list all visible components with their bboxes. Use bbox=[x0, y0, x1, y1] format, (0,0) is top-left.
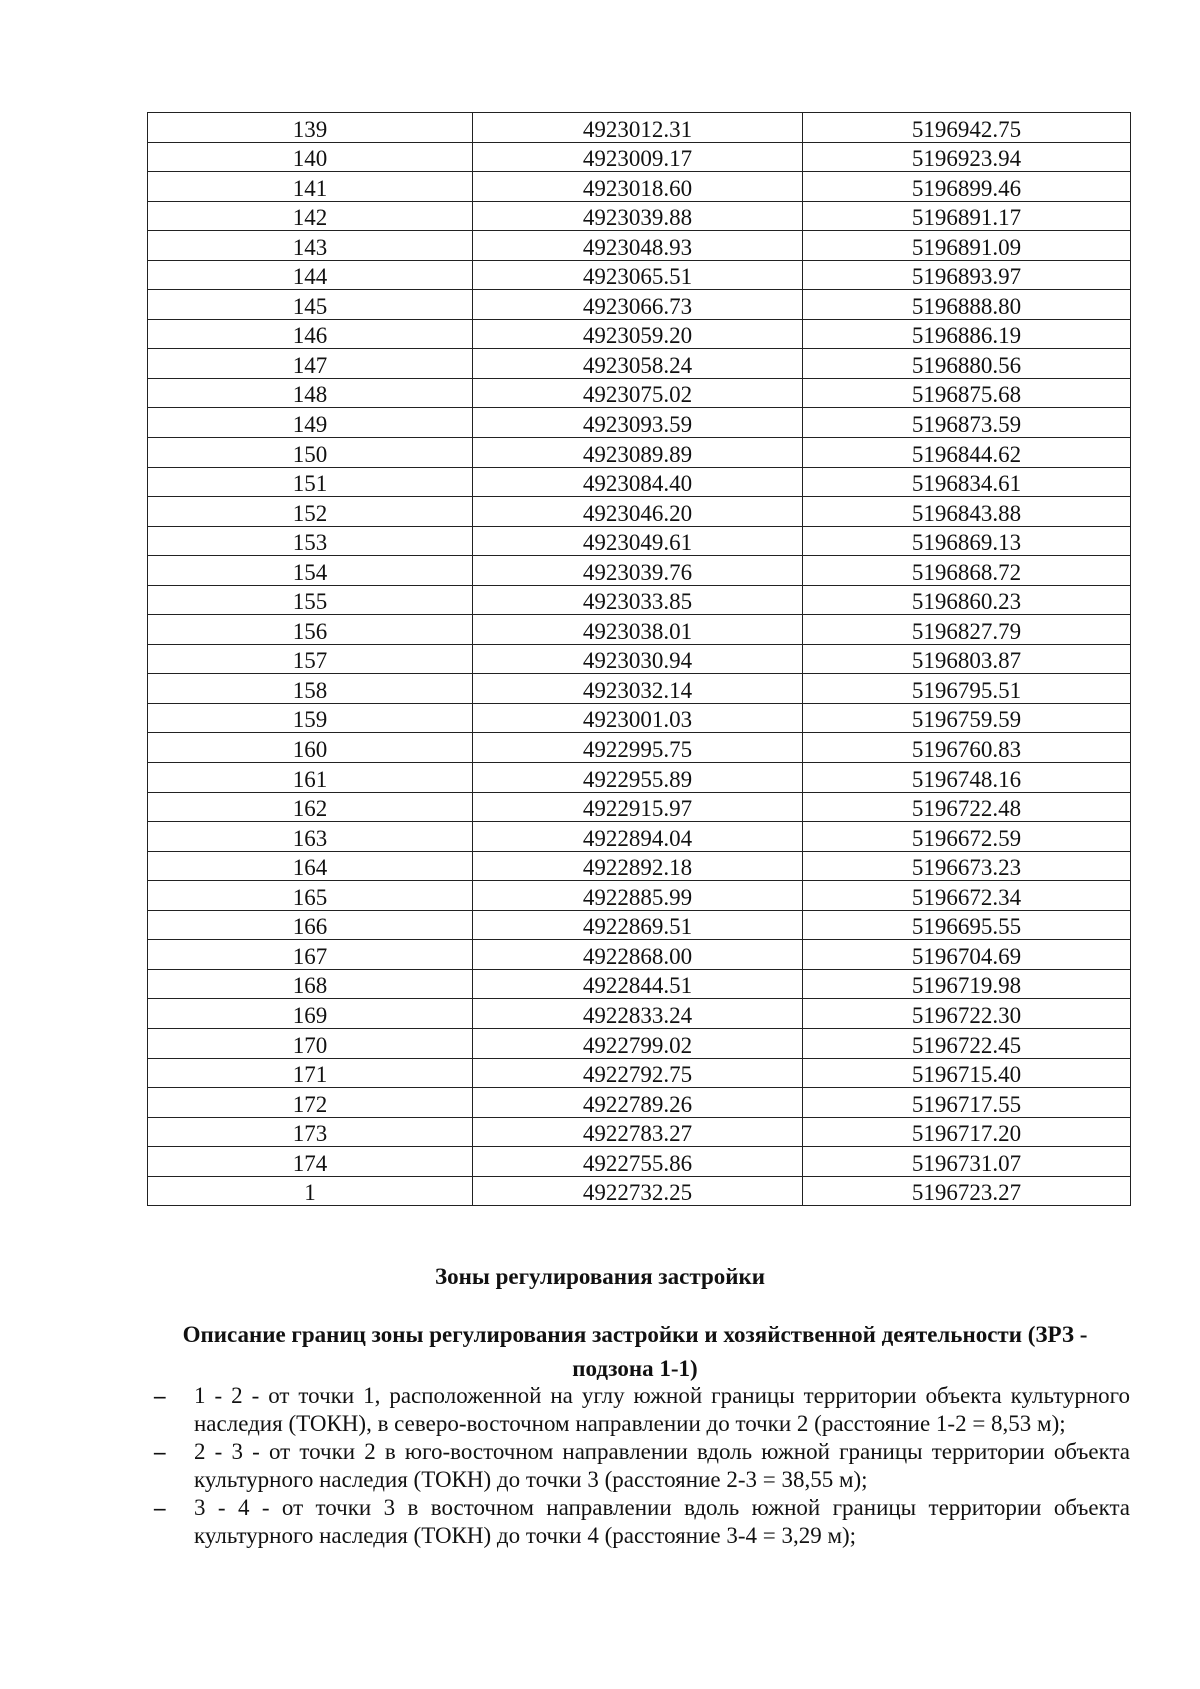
point-number-cell: 173 bbox=[148, 1117, 473, 1147]
table-row bbox=[148, 1147, 1131, 1177]
point-number-cell: 145 bbox=[148, 290, 473, 320]
x-coordinate-cell: 4922732.25 bbox=[473, 1176, 803, 1206]
point-number-cell: 161 bbox=[148, 763, 473, 793]
y-coordinate-cell: 5196717.20 bbox=[803, 1117, 1131, 1147]
point-number-cell: 169 bbox=[148, 999, 473, 1029]
x-coordinate-cell: 4922892.18 bbox=[473, 851, 803, 881]
table-row bbox=[148, 792, 1131, 822]
table-row bbox=[148, 231, 1131, 261]
y-coordinate-cell: 5196717.55 bbox=[803, 1088, 1131, 1118]
table-row bbox=[148, 703, 1131, 733]
table-row bbox=[148, 172, 1131, 202]
y-coordinate-cell: 5196672.59 bbox=[803, 822, 1131, 852]
y-coordinate-cell: 5196722.30 bbox=[803, 999, 1131, 1029]
x-coordinate-cell: 4922955.89 bbox=[473, 763, 803, 793]
y-coordinate-cell: 5196891.09 bbox=[803, 231, 1131, 261]
description-title: Описание границ зоны регулирования застройки и хозяйственной деятельности (ЗРЗ - подзона 1-1) bbox=[182, 1322, 1088, 1381]
x-coordinate-cell: 4922868.00 bbox=[473, 940, 803, 970]
x-coordinate-cell: 4923065.51 bbox=[473, 260, 803, 290]
x-coordinate-cell: 4922783.27 bbox=[473, 1117, 803, 1147]
table-row bbox=[148, 142, 1131, 172]
x-coordinate-cell: 4923066.73 bbox=[473, 290, 803, 320]
coordinates-table bbox=[147, 112, 1131, 1206]
x-coordinate-cell: 4922789.26 bbox=[473, 1088, 803, 1118]
y-coordinate-cell: 5196748.16 bbox=[803, 763, 1131, 793]
boundary-description-list bbox=[150, 1382, 1130, 1550]
point-number-cell: 154 bbox=[148, 556, 473, 586]
table-row bbox=[148, 319, 1131, 349]
x-coordinate-cell: 4922755.86 bbox=[473, 1147, 803, 1177]
x-coordinate-cell: 4923039.88 bbox=[473, 201, 803, 231]
x-coordinate-cell: 4923089.89 bbox=[473, 438, 803, 468]
y-coordinate-cell: 5196843.88 bbox=[803, 497, 1131, 527]
table-row bbox=[148, 290, 1131, 320]
table-row bbox=[148, 910, 1131, 940]
point-number-cell: 143 bbox=[148, 231, 473, 261]
point-number-cell: 149 bbox=[148, 408, 473, 438]
y-coordinate-cell: 5196888.80 bbox=[803, 290, 1131, 320]
point-number-cell: 158 bbox=[148, 674, 473, 704]
table-row bbox=[148, 497, 1131, 527]
x-coordinate-cell: 4923018.60 bbox=[473, 172, 803, 202]
point-number-cell: 156 bbox=[148, 615, 473, 645]
y-coordinate-cell: 5196695.55 bbox=[803, 910, 1131, 940]
bullet-dash: – bbox=[154, 1439, 166, 1464]
x-coordinate-cell: 4923059.20 bbox=[473, 319, 803, 349]
table-row bbox=[148, 349, 1131, 379]
list-item-text: 1 - 2 - от точки 1, расположенной на углу южной границы территории объекта культурного наследия (ТОКН), в северо-восточном направлении до точки 2 (расстояние 1-2 = 8,53 м); bbox=[194, 1383, 1130, 1436]
point-number-cell: 165 bbox=[148, 881, 473, 911]
point-number-cell: 167 bbox=[148, 940, 473, 970]
x-coordinate-cell: 4922833.24 bbox=[473, 999, 803, 1029]
y-coordinate-cell: 5196844.62 bbox=[803, 438, 1131, 468]
list-item bbox=[150, 1438, 1130, 1493]
section-title: Зоны регулирования застройки bbox=[434, 1264, 766, 1289]
y-coordinate-cell: 5196672.34 bbox=[803, 881, 1131, 911]
x-coordinate-cell: 4923009.17 bbox=[473, 142, 803, 172]
y-coordinate-cell: 5196827.79 bbox=[803, 615, 1131, 645]
table-row bbox=[148, 113, 1131, 143]
y-coordinate-cell: 5196722.45 bbox=[803, 1028, 1131, 1058]
point-number-cell: 160 bbox=[148, 733, 473, 763]
point-number-cell: 139 bbox=[148, 113, 473, 143]
y-coordinate-cell: 5196673.23 bbox=[803, 851, 1131, 881]
table-row bbox=[148, 940, 1131, 970]
y-coordinate-cell: 5196722.48 bbox=[803, 792, 1131, 822]
y-coordinate-cell: 5196860.23 bbox=[803, 585, 1131, 615]
x-coordinate-cell: 4922885.99 bbox=[473, 881, 803, 911]
point-number-cell: 162 bbox=[148, 792, 473, 822]
x-coordinate-cell: 4923049.61 bbox=[473, 526, 803, 556]
table-row bbox=[148, 674, 1131, 704]
y-coordinate-cell: 5196923.94 bbox=[803, 142, 1131, 172]
point-number-cell: 146 bbox=[148, 319, 473, 349]
point-number-cell: 141 bbox=[148, 172, 473, 202]
x-coordinate-cell: 4922915.97 bbox=[473, 792, 803, 822]
table-row bbox=[148, 1088, 1131, 1118]
x-coordinate-cell: 4922799.02 bbox=[473, 1028, 803, 1058]
y-coordinate-cell: 5196834.61 bbox=[803, 467, 1131, 497]
y-coordinate-cell: 5196704.69 bbox=[803, 940, 1131, 970]
point-number-cell: 1 bbox=[148, 1176, 473, 1206]
x-coordinate-cell: 4922995.75 bbox=[473, 733, 803, 763]
point-number-cell: 157 bbox=[148, 644, 473, 674]
x-coordinate-cell: 4923012.31 bbox=[473, 113, 803, 143]
x-coordinate-cell: 4923093.59 bbox=[473, 408, 803, 438]
x-coordinate-cell: 4923039.76 bbox=[473, 556, 803, 586]
table-row bbox=[148, 615, 1131, 645]
table-row bbox=[148, 644, 1131, 674]
y-coordinate-cell: 5196899.46 bbox=[803, 172, 1131, 202]
y-coordinate-cell: 5196869.13 bbox=[803, 526, 1131, 556]
x-coordinate-cell: 4922869.51 bbox=[473, 910, 803, 940]
y-coordinate-cell: 5196760.83 bbox=[803, 733, 1131, 763]
x-coordinate-cell: 4922844.51 bbox=[473, 969, 803, 999]
x-coordinate-cell: 4923033.85 bbox=[473, 585, 803, 615]
y-coordinate-cell: 5196875.68 bbox=[803, 378, 1131, 408]
table-row bbox=[148, 556, 1131, 586]
y-coordinate-cell: 5196803.87 bbox=[803, 644, 1131, 674]
point-number-cell: 144 bbox=[148, 260, 473, 290]
y-coordinate-cell: 5196759.59 bbox=[803, 703, 1131, 733]
x-coordinate-cell: 4922894.04 bbox=[473, 822, 803, 852]
list-item bbox=[150, 1494, 1130, 1549]
y-coordinate-cell: 5196873.59 bbox=[803, 408, 1131, 438]
y-coordinate-cell: 5196893.97 bbox=[803, 260, 1131, 290]
table-row bbox=[148, 763, 1131, 793]
x-coordinate-cell: 4923048.93 bbox=[473, 231, 803, 261]
table-row bbox=[148, 969, 1131, 999]
x-coordinate-cell: 4923075.02 bbox=[473, 378, 803, 408]
y-coordinate-cell: 5196891.17 bbox=[803, 201, 1131, 231]
point-number-cell: 147 bbox=[148, 349, 473, 379]
table-row bbox=[148, 201, 1131, 231]
coordinates-table-body bbox=[148, 113, 1131, 1206]
table-row bbox=[148, 526, 1131, 556]
point-number-cell: 159 bbox=[148, 703, 473, 733]
x-coordinate-cell: 4923058.24 bbox=[473, 349, 803, 379]
table-row bbox=[148, 999, 1131, 1029]
table-row bbox=[148, 881, 1131, 911]
list-item-text: 2 - 3 - от точки 2 в юго-восточном направлении вдоль южной границы территории объекта культурного наследия (ТОКН) до точки 3 (расстояние 2-3 = 38,55 м); bbox=[194, 1439, 1130, 1492]
point-number-cell: 170 bbox=[148, 1028, 473, 1058]
y-coordinate-cell: 5196868.72 bbox=[803, 556, 1131, 586]
bullet-dash: – bbox=[154, 1383, 166, 1408]
point-number-cell: 148 bbox=[148, 378, 473, 408]
table-row bbox=[148, 1058, 1131, 1088]
y-coordinate-cell: 5196880.56 bbox=[803, 349, 1131, 379]
point-number-cell: 150 bbox=[148, 438, 473, 468]
x-coordinate-cell: 4923038.01 bbox=[473, 615, 803, 645]
point-number-cell: 163 bbox=[148, 822, 473, 852]
table-row bbox=[148, 1176, 1131, 1206]
point-number-cell: 153 bbox=[148, 526, 473, 556]
table-row bbox=[148, 467, 1131, 497]
y-coordinate-cell: 5196723.27 bbox=[803, 1176, 1131, 1206]
point-number-cell: 142 bbox=[148, 201, 473, 231]
point-number-cell: 172 bbox=[148, 1088, 473, 1118]
y-coordinate-cell: 5196731.07 bbox=[803, 1147, 1131, 1177]
y-coordinate-cell: 5196886.19 bbox=[803, 319, 1131, 349]
x-coordinate-cell: 4923032.14 bbox=[473, 674, 803, 704]
y-coordinate-cell: 5196719.98 bbox=[803, 969, 1131, 999]
point-number-cell: 155 bbox=[148, 585, 473, 615]
x-coordinate-cell: 4923001.03 bbox=[473, 703, 803, 733]
table-row bbox=[148, 1117, 1131, 1147]
point-number-cell: 174 bbox=[148, 1147, 473, 1177]
point-number-cell: 171 bbox=[148, 1058, 473, 1088]
bullet-dash: – bbox=[154, 1495, 166, 1520]
table-row bbox=[148, 438, 1131, 468]
point-number-cell: 164 bbox=[148, 851, 473, 881]
y-coordinate-cell: 5196942.75 bbox=[803, 113, 1131, 143]
point-number-cell: 151 bbox=[148, 467, 473, 497]
table-row bbox=[148, 408, 1131, 438]
table-row bbox=[148, 260, 1131, 290]
x-coordinate-cell: 4923030.94 bbox=[473, 644, 803, 674]
list-item-text: 3 - 4 - от точки 3 в восточном направлении вдоль южной границы территории объекта культурного наследия (ТОКН) до точки 4 (расстояние 3-4 = 3,29 м); bbox=[194, 1495, 1130, 1548]
table-row bbox=[148, 378, 1131, 408]
point-number-cell: 152 bbox=[148, 497, 473, 527]
y-coordinate-cell: 5196715.40 bbox=[803, 1058, 1131, 1088]
table-row bbox=[148, 1028, 1131, 1058]
list-item bbox=[150, 1382, 1130, 1437]
point-number-cell: 166 bbox=[148, 910, 473, 940]
y-coordinate-cell: 5196795.51 bbox=[803, 674, 1131, 704]
table-row bbox=[148, 851, 1131, 881]
x-coordinate-cell: 4923046.20 bbox=[473, 497, 803, 527]
point-number-cell: 168 bbox=[148, 969, 473, 999]
x-coordinate-cell: 4923084.40 bbox=[473, 467, 803, 497]
point-number-cell: 140 bbox=[148, 142, 473, 172]
table-row bbox=[148, 822, 1131, 852]
x-coordinate-cell: 4922792.75 bbox=[473, 1058, 803, 1088]
table-row bbox=[148, 733, 1131, 763]
table-row bbox=[148, 585, 1131, 615]
